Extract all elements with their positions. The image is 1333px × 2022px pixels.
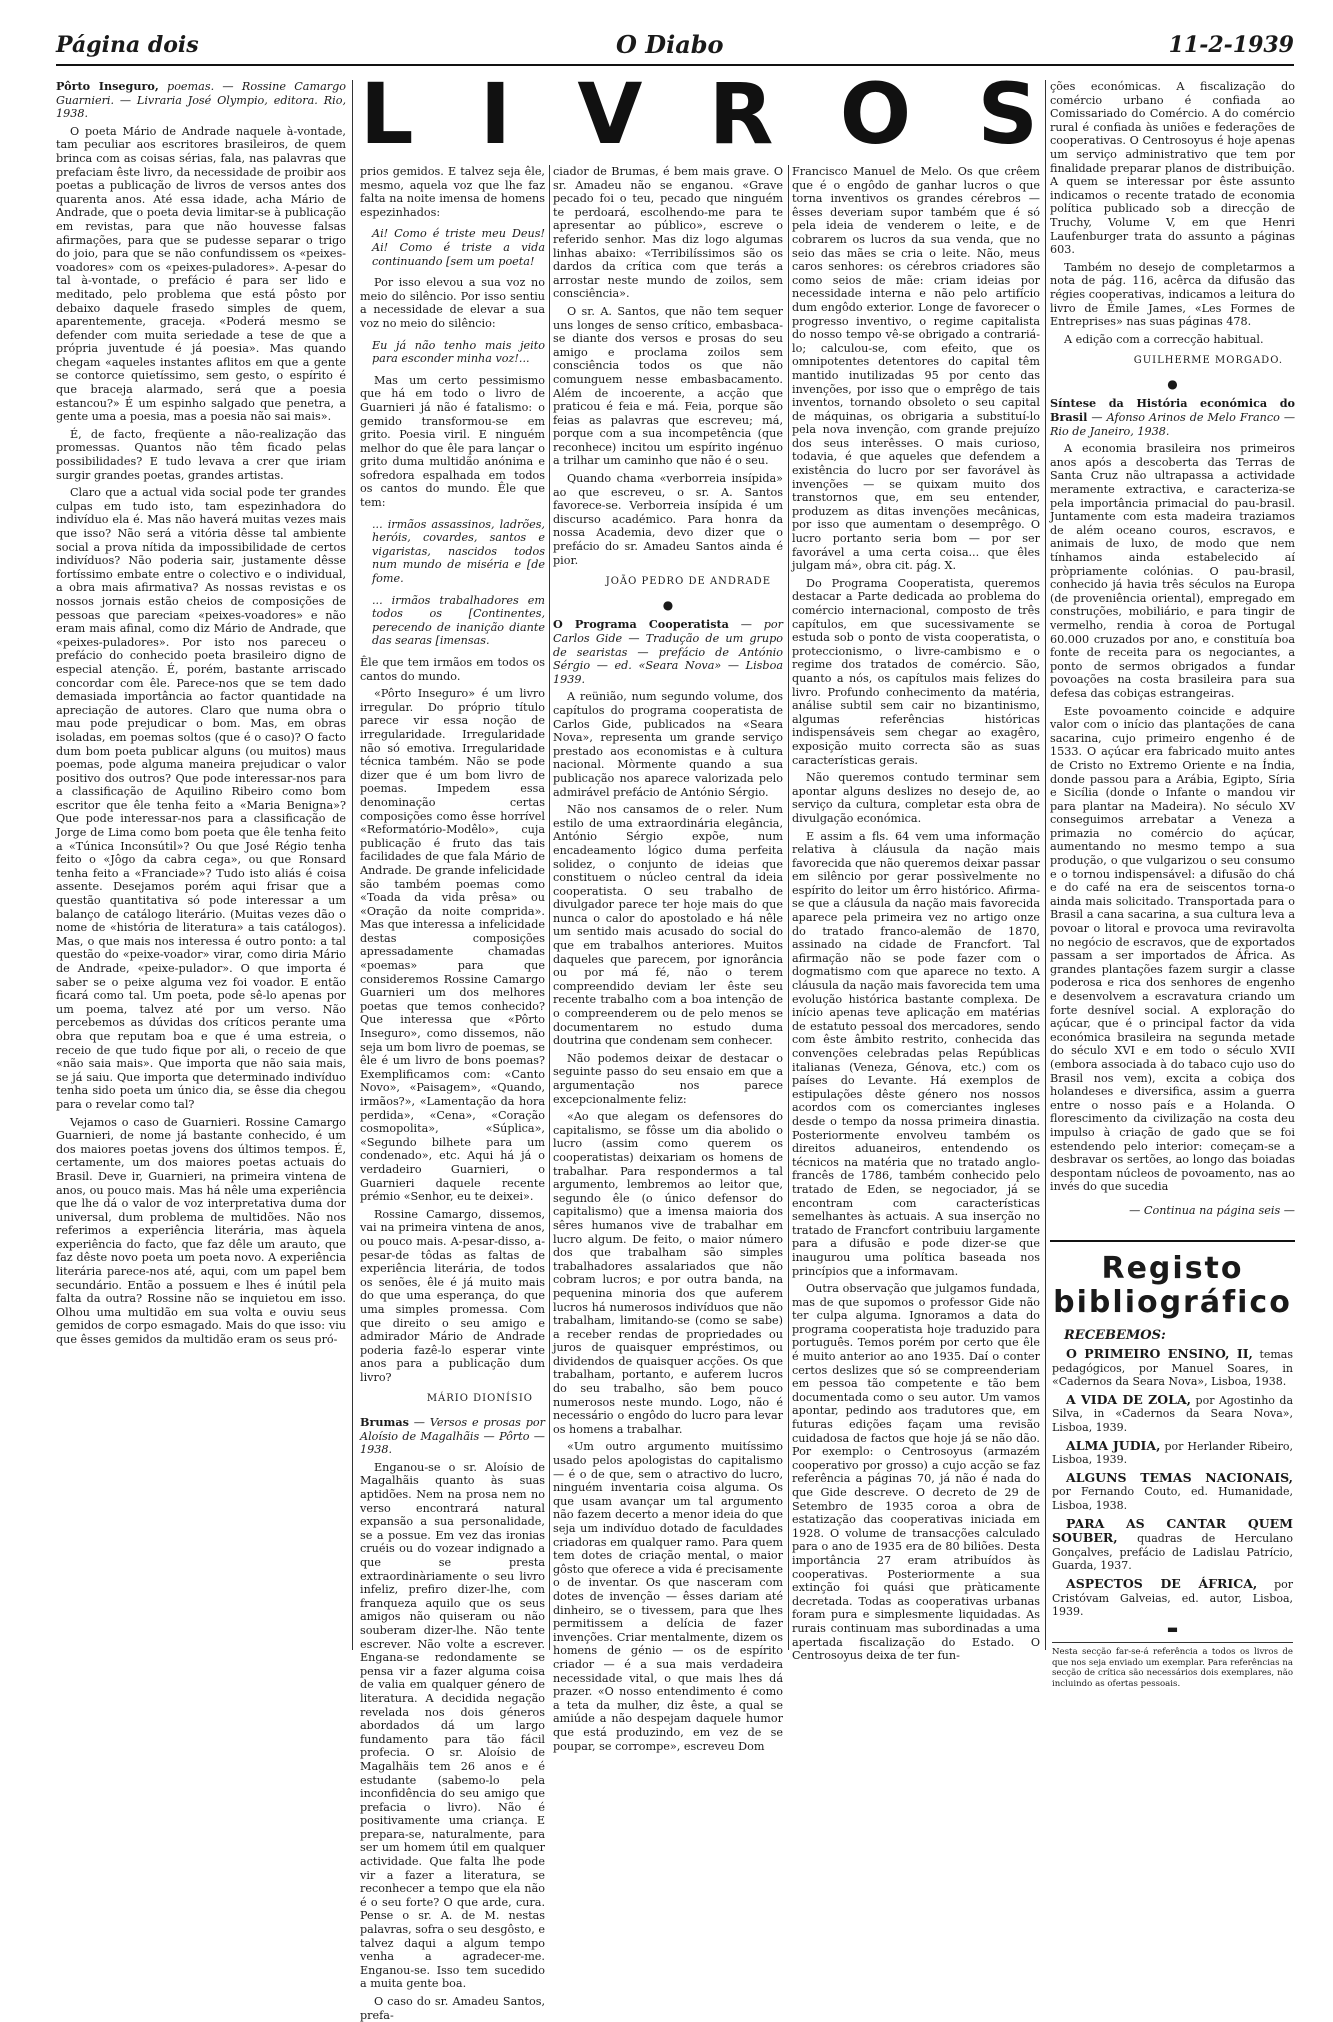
registo-item	[1052, 1393, 1293, 1435]
title-letter: S	[977, 65, 1040, 163]
paragraph: Do Programa Cooperatista, queremos destacar a Parte dedicada ao problema do comércio internacional, composto de três capítulos, em que sucessivamente se estuda sob o ponto de vista cooperatista, o proteccionismo, o livre-cambismo e o regime dos tratados de comércio. São, quanto a nós, os capítulos mais felizes do livro. Profundo conhecimento da matéria, análise subtil sem cair no bizantinismo, algumas referências históricas indispensáveis sem chegar ao exagêro, exposição muito correcta são as suas características gerais.	[792, 576, 1040, 767]
registo-item-title: PARA AS CANTAR QUEM SOUBER,	[1052, 1515, 1293, 1546]
paragraph: Mas um certo pessimismo que há em todo o livro de Guarnieri já não é fatalismo: o gemido transformou-se em grito. Poesia viril. E ninguém melhor do que êle para lançar o grito duma multidão anónima e sofredora espalhada em todos os cantos do mundo. Êle que tem:	[360, 373, 545, 510]
poem-quote: ... irmãos trabalhadores em todos os [Continentes, perecendo de inanição diante das searas [imensas.	[372, 593, 545, 648]
registo-note: Nesta secção far-se-á referência a todos os livros de que nos seja enviado um exemplar. Para referências na secção de crítica são necessários dois exemplares, não incluindo as ofertas pessoais.	[1052, 1642, 1293, 1689]
quoted-passage: «Um outro argumento muitíssimo usado pelos apologistas do capitalismo — é o de que, sem o atractivo do lucro, ninguém inventaria coisa alguma. Os que usam avançar um tal argumento não fazem decerto a menor ideia do que seja um indivíduo dotado de faculdades criadoras em qualquer ramo. Para quem tem dotes de criação mental, o maior gôsto que oferece a vida é precisamente o de inventar. Os que nasceram com dotes de invenção — êsses dariam até dinheiro, se o tivessem, para que lhes permitissem a delícia de fazer invenções. Criar mentalmente, dizem os homens de génio — os de espírito criador — é a sua mais verdadeira necessidade vital, o que mais lhes dá prazer. «O nosso entendimento é como a teta da mulher, diz êste, a qual se amiúde a não despejam daquele humor que está produzindo, em vez de se poupar, se corrompe», escreveu Dom	[553, 1440, 783, 1753]
paragraph: Não queremos contudo terminar sem apontar alguns deslizes no desejo de, ao serviço da cultura, completar esta obra de divulgação económica.	[792, 771, 1040, 825]
book-title: Pôrto Inseguro,	[56, 79, 159, 93]
registo-item	[1052, 1577, 1293, 1619]
poem-quote: ... irmãos assassinos, ladrões, heróis, covardes, santos e vigaristas, nascidos todos num mundo de miséria e [de fome.	[372, 517, 545, 586]
review-heading	[360, 1416, 545, 1457]
column-rule	[352, 80, 353, 1650]
paragraph: Vejamos o caso de Guarnieri. Rossine Camargo Guarnieri, de nome já bastante conhecido, é um dos maiores poetas jovens dos últimos tempos. É, certamente, um dos maiores poetas actuais do Brasil. Deve ir, Guarnieri, na primeira vintena de anos, ou pouco mais. Mas há nêle uma experiência que lhe dá o valor de voz interpretativa duma dor universal, dum problema de multidões. Não nos referimos a experiência literária, mas àquela experiência do facto, que faz dêle um arauto, que faz dêste novo poeta um poeta novo. A experiência literária parece-nos até, aqui, com um papel bem secundário. Então a possuem e lhes é inútil pela falta da outra? Rossine não se inquietou em isso. Olhou uma multidão em sua volta e ouviu seus gemidos de corpo esmagado. Mais do que isso: viu que êsses gemidos da multidão eram os seus pró-	[56, 1115, 346, 1347]
paragraph: O sr. A. Santos, que não tem sequer uns longes de senso crítico, embasbaca-se diante dos versos e prosas do seu amigo e proclama zoilos sem consciência todos os que não comunguem nesse embasbacamento. Além de incoerente, a acção que praticou é feia e má. Feia, porque são feias as palavras que escreveu; má, porque com a sua incompetência (que reconhece) incitou um espírito ingénuo a trilhar um caminho que não é o seu.	[553, 304, 783, 468]
review-column-3	[553, 165, 783, 1753]
title-letter: O	[839, 65, 914, 163]
review-column-1	[56, 80, 346, 1650]
registo-item-title: ALMA JUDIA,	[1066, 1437, 1161, 1453]
paragraph: Quando chama «verborreia insípida» ao que escreveu, o sr. A. Santos favorece-se. Verborreia insípida é um discurso académico. Para honra da nossa Academia, devo dizer que o prefácio do sr. Amadeu Santos ainda é pior.	[553, 472, 783, 567]
issue-date: 11-2-1939	[1168, 32, 1294, 58]
registo-title	[1050, 1252, 1295, 1320]
continuation-note: — Continua na página seis —	[1129, 1203, 1295, 1217]
book-details: — Versos e prosas por Aloísio de Magalhãis — Pôrto — 1938.	[360, 1416, 545, 1457]
author-signature: GUILHERME MORGADO.	[1133, 355, 1283, 367]
book-title: O Programa Cooperatista	[553, 617, 729, 632]
paragraph: Rossine Camargo, dissemos, vai na primeira vintena de anos, ou pouco mais. A-pesar-disso, a-pesar-de tôdas as faltas de experiência literária, de todos os senões, êle é já muito mais do que uma esperança, do que uma simples promessa. Com que direito o seu amigo e admirador Mário de Andrade poderia fazê-lo esperar vinte anos para a publicação dum livro?	[360, 1207, 545, 1384]
paragraph: ciador de Brumas, é bem mais grave. O sr. Amadeu não se enganou. «Grave pecado foi o teu, pecado que ninguém te perdoará, escolhendo-me para te apresentar ao público», escreve o referido senhor. Mas diz logo algumas linhas abaixo: «Terribilíssimos são os dardos da crítica com que terás a arrostar neste mundo de zoilos, sem consciência».	[553, 165, 783, 301]
author-signature: JOÃO PEDRO DE ANDRADE	[605, 576, 771, 588]
title-letter: R	[708, 65, 776, 163]
book-title: Brumas	[360, 1415, 409, 1430]
paragraph: Outra observação que julgamos fundada, mas de que supomos o professor Gide não ter culpa alguma. Ignoramos a data do programa cooperatista hoje traduzido para português. Temos porém por certo que êle é muito anterior ao ano 1935. Daí o conter certos deslizes que só se compreenderiam em pessoa tão competente e tão bem documentada como o seu autor. Um vamos apontar, pedindo aos tradutores que, em futuras edições façam uma revisão cuidadosa de factos que hoje já se não dão. Por exemplo: o Centrosoyus (armazém cooperativo por grosso) a cujo acção se faz referência a páginas 70, já não é nada do que Gide descreve. O decreto de 29 de Setembro de 1935 coroa a obra de estatização das cooperativas iniciada em 1928. O volume de transacções calculado para o ano de 1935 era de 80 biliões. Desta importância 27 eram atribuídos às cooperativas. Posteriormente a sua extinção foi quási que pràticamente decretada. Todas as cooperativas urbanas foram pura e simplesmente liquidadas. As rurais continuam mas subordinadas a uma apertada fiscalização do Estado. O Centrosoyus deixa de ter fun-	[792, 1282, 1040, 1663]
registo-item-details: por Herlander Ribeiro, Lisboa, 1939.	[1052, 1439, 1293, 1467]
review-heading	[56, 80, 346, 121]
paragraph: prios gemidos. E talvez seja êle, mesmo, aquela voz que lhe faz falta na noite imensa de homens espezinhados:	[360, 165, 545, 219]
section-title-livros	[360, 65, 1040, 163]
paragraph: Êle que tem irmãos em todos os cantos do mundo.	[360, 656, 545, 683]
paragraph: Francisco Manuel de Melo. Os que crêem que é o engôdo de ganhar lucros o que torna inventivos os grandes cérebros — êsses deveriam supor também que é só pela ideia de venderem o leite, e de cobrarem os lucros da sua venda, que no seio das mães se cria o leite. Não, meus caros senhores: os cérebros criadores são como seios de mãe: criam ideias por necessidade interna e não pelo artifício dum engôdo exterior. Longe de favorecer o progresso inventivo, o regime capitalista do nosso tempo vê-se obrigado a contrariá-lo; calculou-se, com efeito, que os omnipotentes detentores do capital têm mantido inutilizadas 95 por cento das invenções, por isso que o emprêgo de tais inventos, tornando obsoleto o seu capital de máquinas, os obrigaria a substituí-lo pela nova invenção, com grande prejuízo dos seus interêsses. O mais curioso, todavia, é que aqueles que defendem a existência do lucro por ser favorável às invenções — se quixam muito dos transtornos que, em seu entender, produzem as ditas invenções mecânicas, por isso que aumentam o desemprêgo. O lucro portanto seria bom — por ser favorável a uma certa coisa... que êles julgam má», obra cit. pág. X.	[792, 165, 1040, 573]
review-heading	[553, 618, 783, 686]
paragraph: O poeta Mário de Andrade naquele à-vontade, tam peculiar aos escritores brasileiros, de quem brinca com as coisas sérias, fala, nas palavras que prefaciam êste livro, da necessidade de proibir aos poetas a publicação de livros de versos antes dos quarenta anos. Até essa idade, acha Mário de Andrade, que o poeta devia limitar-se à publicação em revistas, para que não houvesse falsas afirmações, para que se pudesse separar o trigo do joio, para que se não confundissem os «peixes-voadores» com os «peixes-puladores». A-pesar do tal à-vontade, o prefácio é para ser lido e meditado, pelo problema que está pôsto por debaixo daquele frasedo simples de quem, aparentemente, graceja. «Poderá mesmo se defender com muita seriedade a tese de que a própria juventude é já poesia». Mas quando chegam «aqueles instantes aflitos em que a gente se contorce quietíssimo, sem gesto, o espírito é que braceja alarmado, será que a poesia estancou?» É um espinho salgado que penetra, a gente uma a poesia, mas a poesia não sai mais».	[56, 124, 346, 424]
paragraph: E assim a fls. 64 vem uma informação relativa à cláusula da nação mais favorecida que não queremos deixar passar em silêncio por gerar possìvelmente no espírito do leitor um êrro histórico. Afirma-se que a cláusula da nação mais favorecida aparece pela primeira vez no artigo onze do tratado franco-alemão de 1870, assinado na cidade de Francfort. Tal afirmação não se pode fazer com o dogmatismo com que aparece no texto. A cláusula da nação mais favorecida tem uma evolução histórica bastante complexa. De início apenas teve aplicação em matérias de estatuto pessoal dos mercadores, sendo com êste âmbito restrito, conhecida das convenções celebradas pelas Repúblicas italianas (Veneza, Génova, etc.) com os países do Levante. Há exemplos de estipulações dêste género nos nossos acordos com os comerciantes ingleses desde o tempo da nossa primeira dinastia. Posteriormente envolveu também os direitos aduaneiros, entendendo os técnicos na matéria que no tratado anglo-francês de 1786, também conhecido pelo tratado de Eden, se negociador, já se encontram com características semelhantes às actuais. A sua inserção no tratado de Francfort contribuiu largamente para a difusão e pode dizer-se que inaugurou uma política baseada nos princípios que a informavam.	[792, 829, 1040, 1278]
registo-item-details: quadras de Herculano Gonçalves, prefácio de Ladislau Patrício, Guarda, 1937.	[1052, 1532, 1293, 1573]
book-details: — Afonso Arinos de Melo Franco — Rio de Janeiro, 1938.	[1050, 411, 1296, 438]
paragraph: ções económicas. A fiscalização do comércio urbano é confiada ao Comissariado do Comércio. A do comércio rural é confiada às uniões e federações de cooperativas. O Centrosoyus é hoje apenas um serviço administrativo que tem por finalidade preparar planos de distribuição. A quem se interessar por êste assunto indicamos o recente tratado de economia política publicado sob a direcção de Truchy, Volume V, em que Henri Laufenburger trata do assunto a páginas 603.	[1050, 80, 1295, 257]
paragraph: Também no desejo de completarmos a nota de pág. 116, acêrca da difusão das régies cooperativas, indicamos a leitura do livro de Émile James, «Les Formes de Entreprises» nas suas páginas 478.	[1050, 260, 1295, 329]
registo-title-line: bibliográfico	[1053, 1285, 1292, 1320]
registo-list	[1050, 1347, 1295, 1689]
paragraph: Este povoamento coincide e adquire valor com o início das plantações de cana sacarina, cujo primeiro engenho é de 1533. O açúcar era fabricado muito antes de Cristo no Extremo Oriente e na Índia, donde passou para a Arábia, Egipto, Síria e Sicília (donde o Infante o mandou vir para plantar na Madeira). No século XV conseguimos arrebatar a Veneza a primazia no comércio do açúcar, aumentando no mesmo tempo a sua produção, o que vulgarizou o seu consumo e o tornou indispensável: a difusão do chá e do café na era de seiscentos torna-o ainda mais solicitado. Transportada para o Brasil a cana sacarina, a sua cultura leva a povoar o litoral e provoca uma reviravolta no negócio de escravos, que de exportados passam a ser importados de África. As grandes plantações fazem surgir a classe poderosa e rica dos senhores de engenho e desenvolvem a escravatura criando um forte desnível social. A exploração do açúcar, que é o principal factor da vida económica brasileira na segunda metade do século XVI e em todo o século XVII (embora associada à do tabaco cujo uso do Brasil nos vem), excita a cobiça dos holandeses e diversifica, assim a guerra entre o nosso país e a Holanda. O florescimento da civilização na costa deu impulso à criação de gado que se foi estendendo pelo interior: começam-se a desbravar os sertões, ao longo das boiadas despontam núcleos de povoamento, nas ao invés do que sucedia	[1050, 704, 1295, 1194]
registo-item	[1052, 1347, 1293, 1389]
registo-item	[1052, 1471, 1293, 1513]
book-title: Síntese da História económica do Brasil	[1050, 396, 1295, 425]
paragraph: A economia brasileira nos primeiros anos após a descoberta das Terras de Santa Cruz não ultrapassa a actividade meramente extractiva, e caracteriza-se pela importância primacial do pau-brasil. Juntamente com esta madeira traziamos de além oceano couros, escravos, e animais de luxo, de modo que nem tínhamos ainda estabelecido aí pròpriamente colónias. O pau-brasil, conhecido já havia três séculos na Europa (de proveniência oriental), empregado em construções, mobiliário, e para tingir de vermelho, rendia à coroa de Portugal 60.000 cruzados por ano, e constituía boa fonte de receita para os negociantes, a ponto de sermos obrigados a fundar povoações na costa brasileira para sua defesa das cobiças estrangeiras.	[1050, 442, 1295, 700]
registo-subtitle: RECEBEMOS:	[1064, 1328, 1166, 1343]
title-letter: I	[479, 65, 514, 163]
page-label: Página dois	[56, 32, 199, 58]
registo-item-title: A VIDA DE ZOLA,	[1066, 1391, 1192, 1407]
registo-bibliografico-box	[1050, 1240, 1295, 1689]
paragraph: A edição com a correcção habitual.	[1064, 332, 1264, 346]
column-rule	[1045, 80, 1046, 1650]
paragraph: Claro que a actual vida social pode ter grandes culpas em tudo isto, tam espezinhadora do indivíduo ela é. Mas não haverá muitas vezes mais que isso? Não será a vitória dêsse tal ambiente social a prova nítida da impossibilidade de certos indivíduos? Não poderia sair, justamente dêsse fortíssimo embate entre o colectivo e o individual, a obra mais afirmativa? As nossas revistas e os nossos jornais estão cheios de composições de pessoas que pareciam «peixes-voadores» e não eram mais afinal, como diz Mário de Andrade, que «peixes-puladores». Por isto nos pareceu o prefácio do conhecido poeta brasileiro digno de especial atenção. É, porém, bastante arriscado concordar com êle. Parece-nos que se tem dado demasiada importância ao factor quantidade na apreciação de autores. Claro que numa obra o mau pode prejudicar o bom. Mas, em obras isoladas, em poemas soltos (que é o caso)? O facto dum bom poeta publicar alguns (ou muitos) maus poemas, pode alguma maneira prejudicar o valor positivo dos outros? Que pode interessar-nos para a classificação de Aquilino Ribeiro como bom escritor que êle tenha feito a «Maria Benigna»? Que pode interessar-nos para a classificação de Jorge de Lima como bom poeta que êle tenha feito a «Túnica Inconsútil»? Ou que José Régio tenha feito o «Jôgo da cabra cega», ou que Ronsard tenha feito a «Franciade»? Tudo isto aliás é coisa assente. Desejamos porém aqui frisar que a questão quantitativa só pode interessar a um balanço de catálogo literário. (Muitas vezes dão o nome de «história de literatura» a tais catálogos). Mas, o que mais nos interessa é outro ponto: a tal questão do «peixe-voador» virar, como diria Mário de Andrade, «peixe-pulador». O que importa é saber se o peixe alguma vez foi voador. E então ficará como tal. Um poeta, pode sê-lo apenas por um poema, talvez até por um verso. Não percebemos as dúvidas dos críticos perante uma obra que reputam boa e que é uma estreia, o receio de que tudo fique por ali, o receio de que «não saia mais». Que importa que não saia mais, se já saiu. Que importa que determinado indivíduo tenha sido poeta um único dia, se êsse dia chegou para o revelar como tal?	[56, 486, 346, 1111]
review-column-2	[360, 165, 546, 2022]
registo-item-details: temas pedagógicos, por Manuel Soares, in «Cadernos da Seara Nova», Lisboa, 1938.	[1052, 1348, 1294, 1389]
masthead	[56, 26, 1294, 66]
newspaper-name: O Diabo	[616, 30, 724, 59]
book-details: poemas. — Rossine Camargo Guarnieri. — Livraria José Olympio, editora. Rio, 1938.	[56, 80, 347, 121]
column-rule	[549, 165, 550, 1650]
registo-title-line: Registo	[1101, 1251, 1244, 1286]
registo-item	[1052, 1517, 1293, 1573]
paragraph: «Pôrto Inseguro» é um livro irregular. Do próprio título parece vir essa noção de irregularidade. Irregularidade não só emotiva. Irregularidade técnica também. Não se pode dizer que é um bom livro de poemas. Impedem essa denominação certas composições como êsse horrível «Reformatório-Modêlo», cuja publicação é fruto das tais facilidades de que fala Mário de Andrade. De grande infelicidade são também poemas como «Toada da vida prêsa» ou «Oração da noite comprida». Mas que interessa a infelicidade destas composições apressadamente chamadas «poemas» para que consideremos Rossine Camargo Guarnieri um dos melhores poetas que temos conhecido? Que interessa que «Pôrto Inseguro», como dissemos, não seja um bom livro de poemas, se êle é um livro de bons poemas? Exemplificamos com: «Canto Novo», «Paisagem», «Quando, irmãos?», «Lamentação da hora perdida», «Cena», «Coração cosmopolita», «Súplica», «Segundo bilhete para um condenado», etc. Aqui há já o verdadeiro Guarnieri, o Guarnieri daquele recente prémio «Senhor, eu te deixei».	[360, 687, 545, 1204]
review-column-5	[1050, 80, 1296, 1217]
review-heading	[1050, 397, 1295, 438]
registo-item-details: por Cristóvam Galveias, ed. autor, Lisboa, 1939.	[1052, 1577, 1294, 1619]
registo-item-details: por Fernando Couto, ed. Humanidade, Lisboa, 1938.	[1052, 1485, 1293, 1512]
paragraph: Não podemos deixar de destacar o seguinte passo do seu ensaio em que a argumentação nos parece excepcionalmente feliz:	[553, 1051, 783, 1106]
paragraph: Enganou-se o sr. Aloísio de Magalhãis quanto às suas aptidões. Nem na prosa nem no verso encontrará natural expansão a sua personalidade, se a possue. Em vez das ironias cruéis ou do vozear indignado a que se presta extraordinàriamente o seu livro infeliz, prefiro dizer-lhe, com franqueza aquilo que os seus amigos não quiseram ou não souberam dizer-lhe. Não tente escrever. Não volte a escrever. Engana-se redondamente se pensa vir a fazer alguma coisa de valia em qualquer género de literatura. A decidida negação revelada nos dois géneros abordados dá um largo fundamento para tão fácil profecia. O sr. Aloísio de Magalhãis tem 26 anos e é estudante (sabemo-lo pela inconfidência do seu amigo que prefacia o livro). Não é positivamente uma criança. E prepara-se, naturalmente, para ser um homem útil em qualquer actividade. Que falta lhe pode vir a fazer a literatura, se reconhecer a tempo que ela não é o seu forte? O que arde, cura. Pense o sr. A. de M. nestas palavras, sofra o seu desgôsto, e talvez daqui a algum tempo venha a agradecer-me. Enganou-se. Isso tem sucedido a muita gente boa.	[360, 1460, 546, 1991]
author-signature: MÁRIO DIONÍSIO	[426, 1393, 533, 1405]
separator-dot: ●	[662, 597, 674, 612]
poem-quote: Ai! Como é triste meu Deus! Ai! Como é triste a vida continuando [sem um poeta!	[372, 227, 545, 268]
registo-item-title: ALGUNS TEMAS NACIONAIS,	[1066, 1469, 1293, 1485]
title-letter: V	[577, 65, 645, 163]
quoted-passage: «Ao que alegam os defensores do capitalismo, se fôsse um dia abolido o lucro (assim como querem os cooperatistas) deixariam os homens de trabalhar. Para respondermos a tal argumento, lembremos ao leitor que, segundo êle (o único defensor do capitalismo) que a imensa maioria dos sêres humanos vive de trabalhar em lucro algum. De feito, o maior número dos que trabalham são simples trabalhadores assalariados que não cobram lucros; e por outra banda, na pequenina minoria dos que auferem lucros há numerosos indivíduos que não trabalham, limitando-se (como se sabe) a receber rendas de propriedades ou juros de quaisquer empréstimos, ou dividendos de quaisquer acções. Os que trabalham, portanto, e auferem lucros do seu trabalho, são bem pouco numerosos neste mundo. Logo, não é necessário o engôdo do lucro para levar os homens a trabalhar.	[553, 1110, 783, 1436]
review-column-4	[792, 165, 1040, 1663]
registo-item-title: ASPECTOS DE ÁFRICA,	[1066, 1575, 1258, 1591]
column-rule	[788, 165, 789, 1650]
paragraph: O caso do sr. Amadeu Santos, prefa-	[360, 1995, 545, 2022]
paragraph: É, de facto, freqüente a não-realização das promessas. Quantos não têm ficado pelas possibilidades? E tudo levava a crer que iriam surgir grandes poetas, grandes artistas.	[56, 427, 346, 482]
separator-dot: ●	[1167, 376, 1178, 391]
separator-mark: ▬	[1166, 1621, 1179, 1636]
paragraph: A reünião, num segundo volume, dos capítulos do programa cooperatista de Carlos Gide, publicados na «Seara Nova», representa um grande serviço prestado aos economistas e à cultura nacional. Mòrmente quando a sua publicação nos aparece valorizada pelo admirável prefácio de António Sérgio.	[553, 690, 783, 799]
registo-item-title: O PRIMEIRO ENSINO, II,	[1066, 1346, 1253, 1361]
paragraph: Não nos cansamos de o reler. Num estilo de uma extraordinária elegância, António Sérgio expõe, num encadeamento lógico duma perfeita solidez, o conjunto de ideias que constituem o núcleo central da ideia cooperatista. O seu trabalho de divulgador parece ter hoje mais do que nunca o calor do apostolado e há nêle um sentido mais acusado do social do que em trabalhos anteriores. Muitos daqueles que parecem, por ignorância ou por má fé, não o terem compreendido deviam ler êste seu recente trabalho com a boa intenção de o compreenderem ou de pelo menos se documentarem no estudo duma doutrina que condenam sem conhecer.	[553, 803, 783, 1048]
paragraph: Por isso elevou a sua voz no meio do silêncio. Por isso sentiu a necessidade de elevar a sua voz no meio do silêncio:	[360, 276, 545, 330]
registo-item-details: por Agostinho da Silva, in «Cadernos da Seara Nova», Lisboa, 1939.	[1052, 1393, 1294, 1434]
registo-item	[1052, 1439, 1293, 1467]
title-letter: L	[360, 65, 416, 163]
poem-quote: Eu já não tenho mais jeito para esconder minha voz!...	[372, 338, 545, 366]
book-details: — por Carlos Gide — Tradução de um grupo de searistas — prefácio de António Sérgio — ed. «Seara Nova» — Lisboa 1939.	[553, 618, 783, 686]
